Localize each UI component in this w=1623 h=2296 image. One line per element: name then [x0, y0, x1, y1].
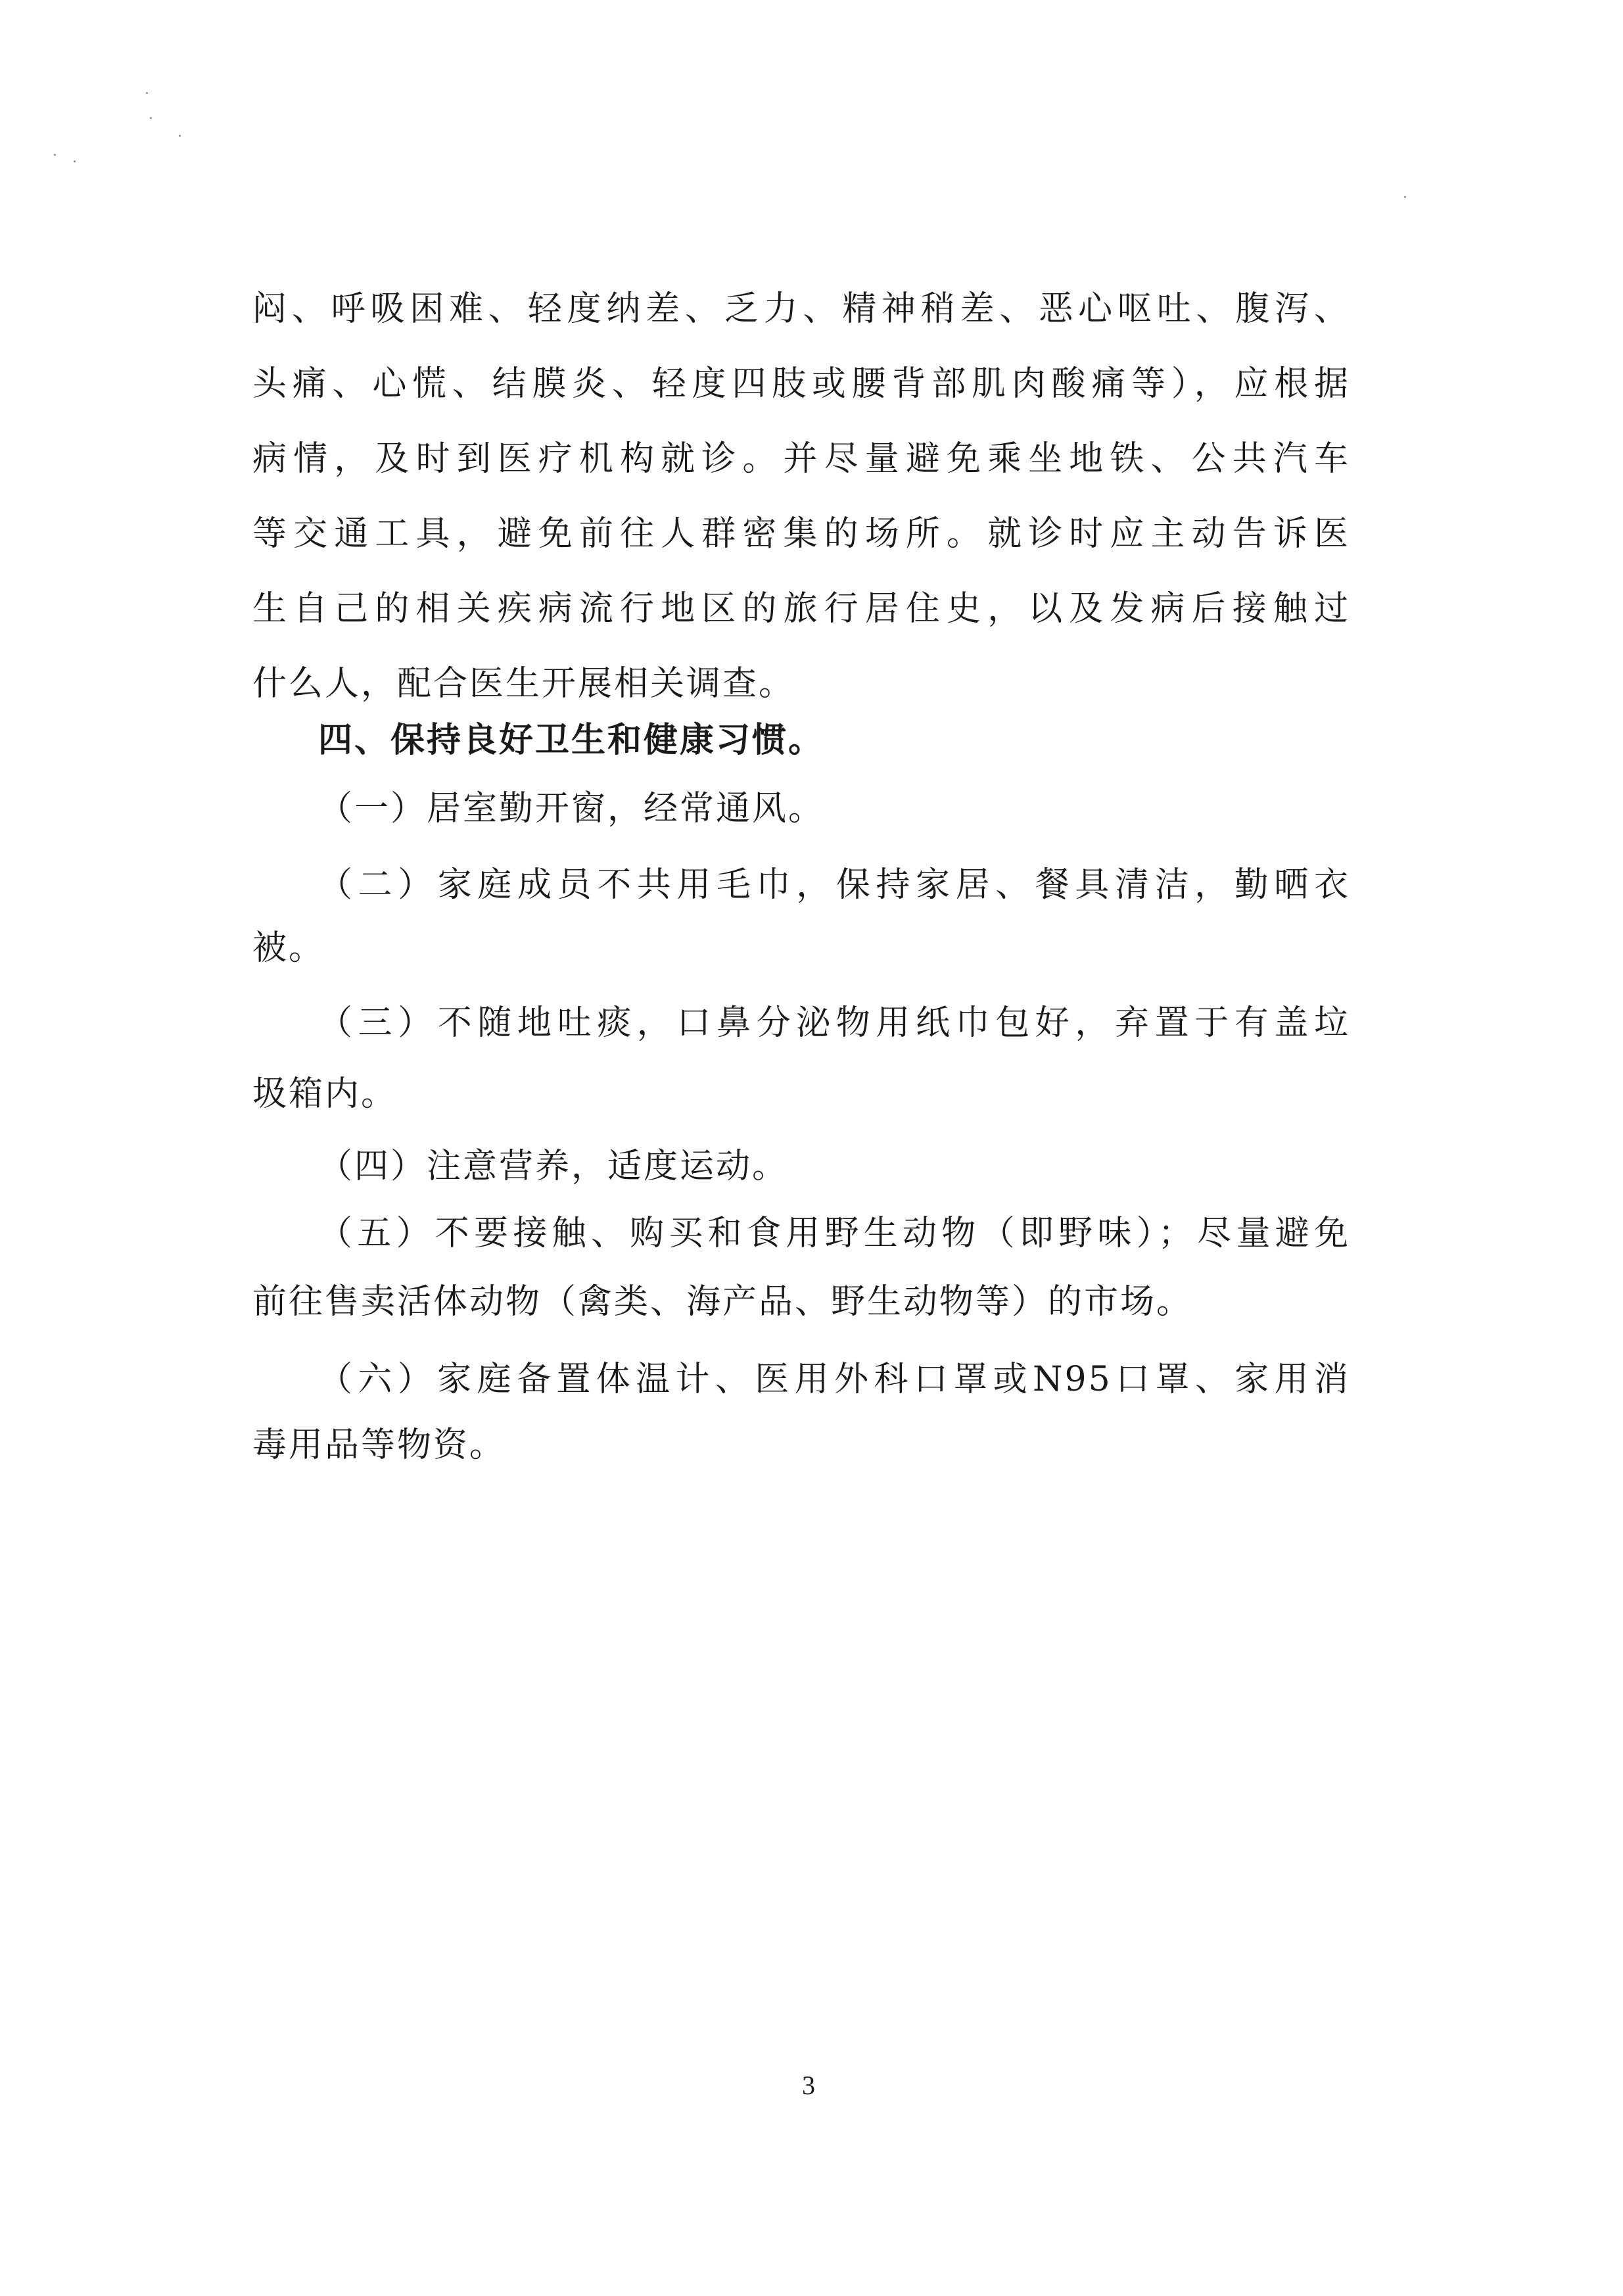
list-item-5-cont: 前往售卖活体动物（禽类、海产品、野生动物等）的市场。 — [252, 1282, 1193, 1322]
list-item-6-cont: 毒用品等物资。 — [252, 1425, 506, 1465]
list-item-6: （六）家庭备置体温计、医用外科口罩或N95口罩、家用消 — [318, 1360, 1350, 1399]
list-item-1: （一）居室勤开窗，经常通风。 — [318, 789, 825, 828]
paragraph-line: 病情，及时到医疗机构就诊。并尽量避免乘坐地铁、公共汽车 — [252, 439, 1350, 479]
list-item-2: （二）家庭成员不共用毛巾，保持家居、餐具清洁，勤晒衣 — [318, 865, 1350, 905]
list-item-2-cont: 被。 — [252, 928, 325, 968]
section-heading: 四、保持良好卫生和健康习惯。 — [318, 721, 825, 760]
paragraph-line: 闷、呼吸困难、轻度纳差、乏力、精神稍差、恶心呕吐、腹泻、 — [252, 289, 1350, 329]
paragraph-line: 等交通工具，避免前往人群密集的场所。就诊时应主动告诉医 — [252, 514, 1350, 554]
paragraph-line: 生自己的相关疾病流行地区的旅行居住史，以及发病后接触过 — [252, 589, 1350, 629]
list-item-5: （五）不要接触、购买和食用野生动物（即野味）；尽量避免 — [318, 1214, 1350, 1253]
paragraph-line: 什么人，配合医生开展相关调查。 — [252, 664, 795, 704]
page-number: 3 — [802, 2070, 815, 2100]
list-item-3: （三）不随地吐痰，口鼻分泌物用纸巾包好，弃置于有盖垃 — [318, 1003, 1350, 1043]
list-item-4: （四）注意营养，适度运动。 — [318, 1147, 789, 1186]
paragraph-line: 头痛、心慌、结膜炎、轻度四肢或腰背部肌肉酸痛等），应根据 — [252, 364, 1350, 404]
list-item-3-cont: 圾箱内。 — [252, 1074, 398, 1114]
